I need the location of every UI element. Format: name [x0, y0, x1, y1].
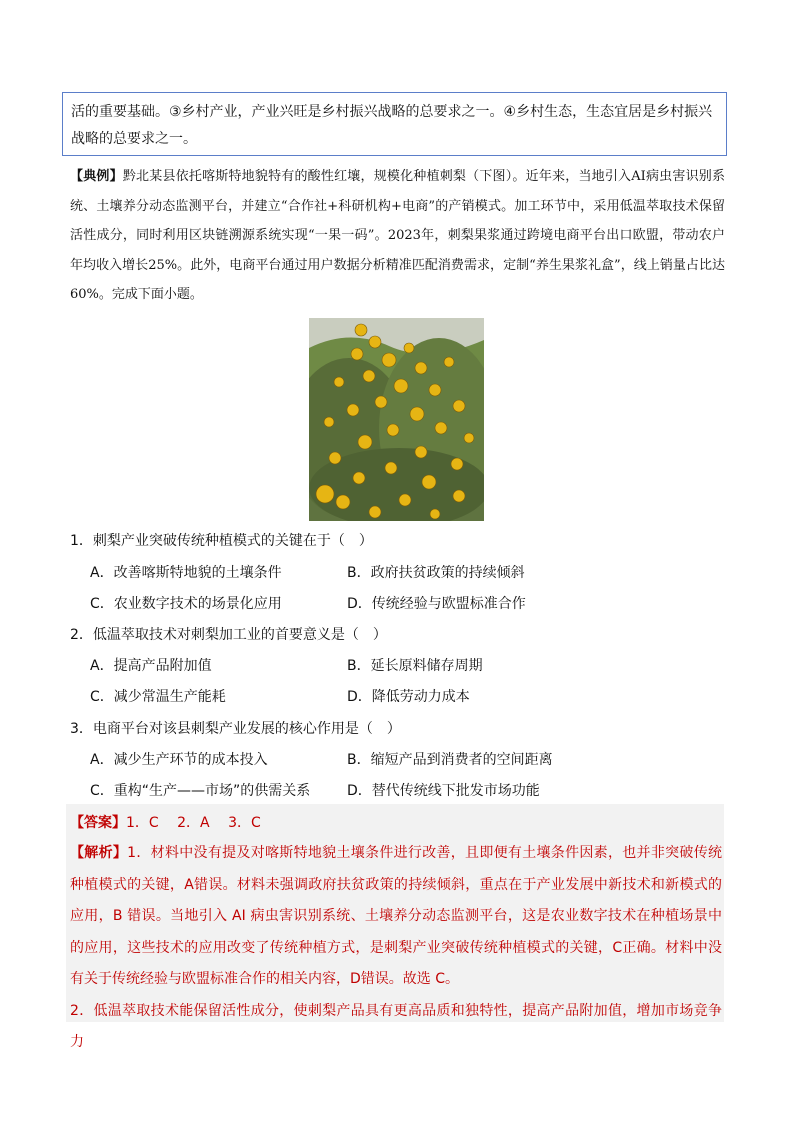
analysis-paragraph-1 [70, 838, 722, 996]
answer-text: 1．C 2．A 3．C [126, 815, 261, 831]
example-tag: 【典例】 [70, 169, 123, 184]
analysis-section [70, 838, 722, 1059]
question-2-option-a: A．提高产品附加值 [90, 658, 212, 674]
question-1-stem: 1．刺梨产业突破传统种植模式的关键在于（ ） [70, 533, 373, 549]
question-3-option-a: A．减少生产环节的成本投入 [90, 752, 268, 768]
question-3-stem: 3．电商平台对该县刺梨产业发展的核心作用是（ ） [70, 721, 401, 737]
continuation-box [62, 92, 727, 156]
question-3-option-b: B．缩短产品到消费者的空间距离 [347, 752, 553, 768]
question-3-option-c: C．重构“生产——市场”的供需关系 [90, 783, 311, 799]
question-1-option-c: C．农业数字技术的场景化应用 [90, 596, 282, 612]
cili-fruit-photo [309, 318, 484, 521]
question-2-option-d: D．降低劳动力成本 [347, 689, 470, 705]
question-1-option-b: B．政府扶贫政策的持续倾斜 [347, 565, 525, 581]
analysis-paragraph-2: 2．低温萃取技术能保留活性成分，使刺梨产品具有更高品质和独特性，提高产品附加值，增加市场竞争力 [70, 1002, 722, 1050]
question-1-option-d: D．传统经验与欧盟标准合作 [347, 596, 526, 612]
example-text: 黔北某县依托喀斯特地貌特有的酸性红壤，规模化种植刺梨（下图）。近年来，当地引入AI病虫害识别系统、土壤养分动态监测平台，并建立“合作社+科研机构+电商”的产销模式。加工环节中，采用低温萃取技术保留活性成分，同时利用区块链溯源系统实现“一果一码”。2023年，刺梨果浆通过跨境电商平台出口欧盟，带动农户年均收入增长25%。此外，电商平台通过用户数据分析精准匹配消费需求，定制“养生果浆礼盒”，线上销量占比达60%。完成下面小题。 [70, 169, 725, 302]
analysis-label: 【解析】 [70, 845, 128, 861]
example-passage [70, 162, 725, 310]
continuation-text: 活的重要基础。③乡村产业，产业兴旺是乡村振兴战略的总要求之一。④乡村生态，生态宜居是乡村振兴战略的总要求之一。 [71, 104, 713, 147]
answer-line [70, 812, 261, 832]
cili-fruit-image [309, 318, 484, 521]
question-2-option-b: B．延长原料储存周期 [347, 658, 483, 674]
analysis-text-1: 1．材料中没有提及对喀斯特地貌土壤条件进行改善，且即便有土壤条件因素，也并非突破传统种植模式的关键，A错误。材料未强调政府扶贫政策的持续倾斜，重点在于产业发展中新技术和新模式的应用，B 错误。当地引入 AI 病虫害识别系统、土壤养分动态监测平台，这是农业数字技术在种植场景中的应用，这些技术的应用改变了传统种植方式，是刺梨产业突破传统种植模式的关键，C正确。材料中没有关于传统经验与欧盟标准合作的相关内容，D错误。故选 C。 [70, 845, 723, 987]
question-2-option-c: C．减少常温生产能耗 [90, 689, 226, 705]
question-2-stem: 2．低温萃取技术对刺梨加工业的首要意义是（ ） [70, 627, 387, 643]
question-1-option-a: A．改善喀斯特地貌的土壤条件 [90, 565, 282, 581]
answer-label: 【答案】 [70, 815, 126, 831]
question-3-option-d: D．替代传统线下批发市场功能 [347, 783, 540, 799]
